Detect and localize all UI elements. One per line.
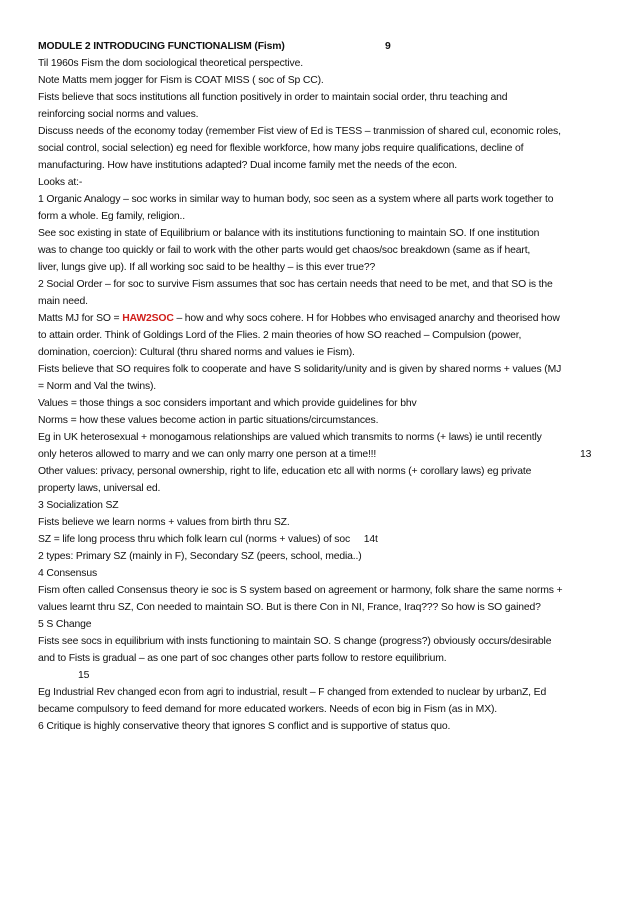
text-line: values learnt thru SZ, Con needed to maintain SO. But is there Con in NI, France, Iraq??? So how is SO gained? xyxy=(38,602,541,613)
text-line: 4 Consensus xyxy=(38,568,97,579)
haw2soc-line xyxy=(38,310,600,327)
text-line: 3 Socialization SZ xyxy=(38,500,119,511)
margin-number-14: 14t xyxy=(363,534,378,545)
title-page-number: 9 xyxy=(385,41,391,52)
text-line: was to change too quickly or fail to work with the other parts would get chaos/soc breakdown (same as if heart, xyxy=(38,245,531,256)
text-line: Fists see socs in equilibrium with insts functioning to maintain SO. S change (progress?) obviously occurs/desirable xyxy=(38,636,552,647)
text-line: Fism often called Consensus theory ie soc is S system based on agreement or harmony, folk share the same norms + xyxy=(38,585,563,596)
text-line: social control, social selection) eg need for flexible workforce, how many jobs require qualifications, decline of xyxy=(38,143,524,154)
text-line: Fists believe that socs institutions all function positively in order to maintain social order, thru teaching and xyxy=(38,92,508,103)
text-line: Values = those things a soc considers important and which provide guidelines for bhv xyxy=(38,398,417,409)
text-line: 2 Social Order – for soc to survive Fism assumes that soc has certain needs that need to be met, and that SO is the xyxy=(38,279,553,290)
text-line: reinforcing social norms and values. xyxy=(38,109,199,120)
text-line: 6 Critique is highly conservative theory that ignores S conflict and is supportive of status quo. xyxy=(38,721,451,732)
line-13-text: only heteros allowed to marry and we can only marry one person at a time!!! xyxy=(38,449,377,460)
text-line: manufacturing. How have institutions adapted? Dual income family met the needs of the econ. xyxy=(38,160,457,171)
text-line: Til 1960s Fism the dom sociological theoretical perspective. xyxy=(38,58,303,69)
text-line: domination, coercion): Cultural (thru shared norms and values ie Fism). xyxy=(38,347,355,358)
haw-after: – how and why socs cohere. H for Hobbes who envisaged anarchy and theorised how xyxy=(173,313,560,324)
text-line: Other values: privacy, personal ownership, right to life, education etc all with norms (+ corollary laws) eg private xyxy=(38,466,532,477)
text-line: Discuss needs of the economy today (remember Fist view of Ed is TESS – tranmission of shared cul, economic roles, xyxy=(38,126,561,137)
line-14 xyxy=(38,531,600,548)
text-line: became compulsory to feed demand for more educated workers. Needs of econ big in Fism (as in MX). xyxy=(38,704,498,715)
text-line: liver, lungs give up). If all working soc said to be healthy – is this ever true?? xyxy=(38,262,376,273)
text-line: Norms = how these values become action in partic situations/circumstances. xyxy=(38,415,379,426)
text-line: 5 S Change xyxy=(38,619,92,630)
title-text: MODULE 2 INTRODUCING FUNCTIONALISM (Fism) xyxy=(38,41,285,52)
text-line: Fists believe that SO requires folk to cooperate and have S solidarity/unity and is given by shared norms + values (MJ xyxy=(38,364,562,375)
line-14-text: SZ = life long process thru which folk learn cul (norms + values) of soc xyxy=(38,534,351,545)
text-line: property laws, universal ed. xyxy=(38,483,161,494)
document-page xyxy=(38,38,600,735)
text-line: Looks at:- xyxy=(38,177,83,188)
text-line: and to Fists is gradual – as one part of soc changes other parts follow to restore equilibrium. xyxy=(38,653,447,664)
haw2soc-highlight: HAW2SOC xyxy=(122,313,174,324)
text-line: 2 types: Primary SZ (mainly in F), Secondary SZ (peers, school, media..) xyxy=(38,551,362,562)
margin-number-15: 15 xyxy=(78,670,90,681)
haw-before: Matts MJ for SO = xyxy=(38,313,123,324)
text-line: form a whole. Eg family, religion.. xyxy=(38,211,186,222)
text-line: 1 Organic Analogy – soc works in similar way to human body, soc seen as a system where all parts work together to xyxy=(38,194,554,205)
text-line: Eg Industrial Rev changed econ from agri to industrial, result – F changed from extended to nuclear by urbanZ, Ed xyxy=(38,687,547,698)
line-13 xyxy=(38,446,600,463)
text-line: Eg in UK heterosexual + monogamous relationships are valued which transmits to norms (+ laws) ie until recently xyxy=(38,432,542,443)
text-line: to attain order. Think of Goldings Lord of the Flies. 2 main theories of how SO reached – Compulsion (power, xyxy=(38,330,522,341)
margin-number-13: 13 xyxy=(580,449,592,460)
text-line: = Norm and Val the twins). xyxy=(38,381,157,392)
text-line: Fists believe we learn norms + values from birth thru SZ. xyxy=(38,517,290,528)
module-title xyxy=(38,38,600,55)
text-line: Note Matts mem jogger for Fism is COAT MISS ( soc of Sp CC). xyxy=(38,75,324,86)
text-line: See soc existing in state of Equilibrium or balance with its institutions functioning to maintain SO. If one institution xyxy=(38,228,540,239)
text-line: main need. xyxy=(38,296,88,307)
